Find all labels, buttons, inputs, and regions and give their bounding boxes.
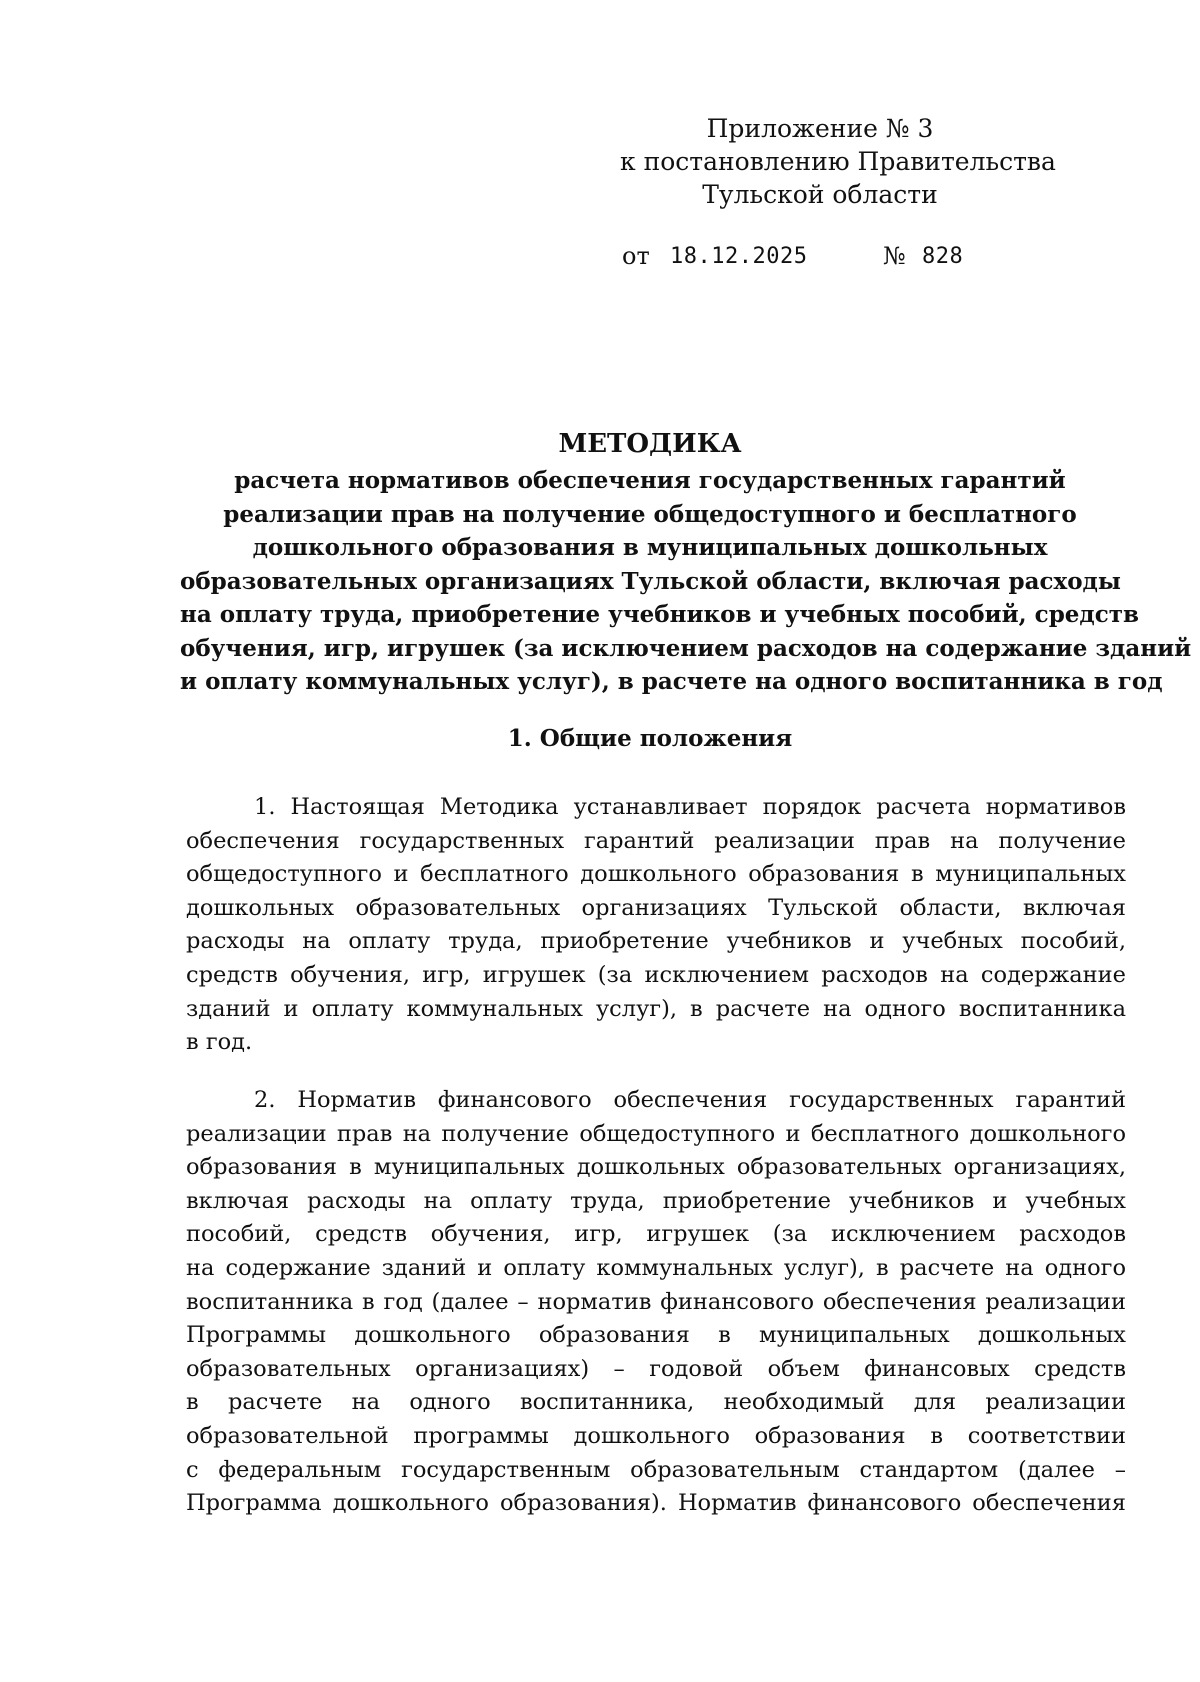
paragraph-line: в расчете на одного воспитанника, необходимый для реализации — [186, 1389, 1126, 1416]
decree-number: 828 — [922, 244, 964, 269]
paragraph-line: 1. Настоящая Методика устанавливает порядок расчета нормативов — [254, 794, 1126, 820]
paragraph-line: пособий, средств обучения, игр, игрушек (за исключением расходов — [186, 1221, 1126, 1248]
paragraph-line: образования в муниципальных дошкольных образовательных организациях, — [186, 1154, 1126, 1181]
paragraph-line: с федеральным государственным образовательным стандартом (далее – — [186, 1456, 1126, 1483]
title-line: обучения, игр, игрушек (за исключением расходов на содержание зданий — [180, 634, 1192, 662]
paragraph-line: на содержание зданий и оплату коммунальных услуг), в расчете на одного — [186, 1254, 1126, 1281]
paragraph-line: обеспечения государственных гарантий реализации прав на получение — [186, 827, 1126, 854]
paragraph-line: включая расходы на оплату труда, приобретение учебников и учебных — [186, 1187, 1126, 1214]
appendix-line-2: к постановлению Правительства — [620, 147, 1056, 176]
document-title — [180, 428, 1192, 699]
paragraph-line: образовательных организациях) – годовой объем финансовых средств — [186, 1355, 1126, 1382]
title-main: МЕТОДИКА — [558, 429, 742, 459]
section-heading: 1. Общие положения — [507, 725, 793, 752]
paragraph-2 — [186, 1084, 1126, 1521]
paragraph-line: Программа дошкольного образования). Норматив финансового обеспечения — [186, 1490, 1126, 1517]
paragraph-line: 2. Норматив финансового обеспечения государственных гарантий — [254, 1087, 1126, 1113]
decree-from-label: от — [622, 242, 650, 270]
title-line: реализации прав на получение общедоступного и бесплатного — [223, 500, 1077, 528]
decree-number-label: № — [883, 242, 906, 270]
title-subtitle — [180, 464, 1192, 699]
title-line: образовательных организациях Тульской области, включая расходы — [180, 567, 1121, 595]
title-line: и оплату коммунальных услуг), в расчете на одного воспитанника в год — [180, 668, 1163, 695]
appendix-line-1: Приложение № 3 — [706, 114, 934, 143]
paragraph-line: образовательной программы дошкольного образования в соответствии — [186, 1422, 1126, 1449]
paragraph-line: общедоступного и бесплатного дошкольного образования в муниципальных — [186, 861, 1126, 888]
title-line: расчета нормативов обеспечения государственных гарантий — [234, 467, 1066, 494]
paragraph-line: Программы дошкольного образования в муниципальных дошкольных — [186, 1322, 1126, 1349]
paragraph-line: реализации прав на получение общедоступного и бесплатного дошкольного — [186, 1120, 1126, 1147]
paragraph-1 — [186, 791, 1126, 1060]
paragraph-line: средств обучения, игр, игрушек (за исключением расходов на содержание — [186, 961, 1126, 988]
paragraph-line: расходы на оплату труда, приобретение учебников и учебных пособий, — [186, 928, 1126, 955]
paragraph-line: воспитанника в год (далее – норматив финансового обеспечения реализации — [186, 1288, 1126, 1315]
paragraph-line: зданий и оплату коммунальных услуг), в расчете на одного воспитанника — [186, 995, 1126, 1022]
paragraph-line: дошкольных образовательных организациях Тульской области, включая — [186, 894, 1126, 921]
appendix-line-3: Тульской области — [702, 180, 938, 209]
paragraph-line: в год. — [186, 1029, 253, 1056]
decree-date: 18.12.2025 — [670, 244, 808, 269]
title-line: дошкольного образования в муниципальных дошкольных — [252, 534, 1048, 561]
title-line: на оплату труда, приобретение учебников и учебных пособий, средств — [180, 601, 1139, 628]
appendix-header — [620, 112, 1056, 211]
